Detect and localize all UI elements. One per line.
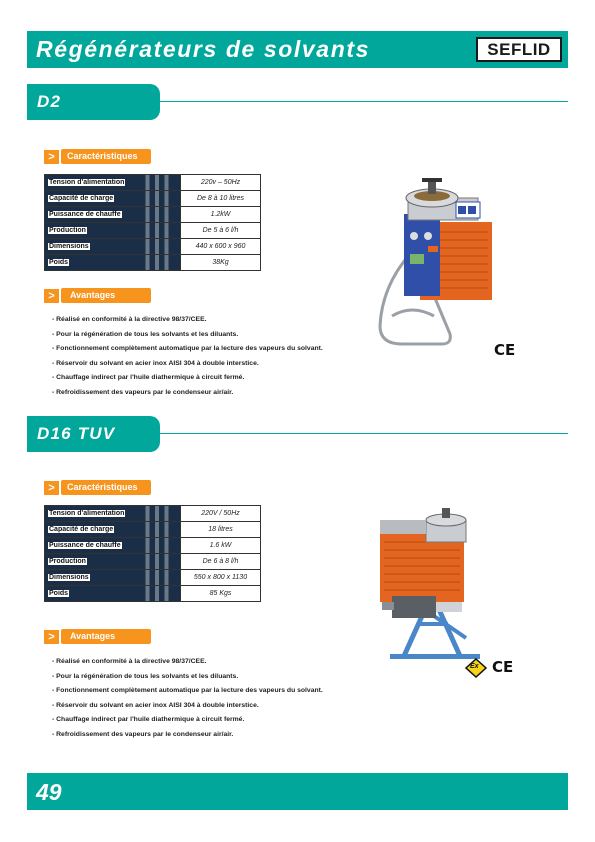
product-image-d2 [372, 176, 500, 360]
characteristics-label: Caractéristiques [61, 480, 151, 495]
list-item: - Refroidissement des vapeurs par le condenseur air/air. [52, 730, 234, 738]
table-row [45, 522, 261, 538]
spec-key: Dimensions [49, 574, 89, 581]
list-item: - Réalisé en conformité à la directive 98/37/CEE. [52, 316, 207, 323]
list-item: - Pour la régénération de tous les solvants et les diluants. [52, 672, 239, 680]
advantages-list-d2 [52, 313, 323, 400]
spec-key: Production [49, 227, 86, 234]
footer-bar [27, 773, 568, 810]
list-item: - Chauffage indirect par l'huile diathermique à circuit fermé. [52, 716, 245, 723]
spec-key: Production [49, 558, 86, 565]
spec-key: Puissance de chauffe [49, 211, 121, 218]
table-row [45, 239, 261, 255]
section-tab-d16 [27, 416, 160, 452]
spec-key: Capacité de charge [49, 526, 114, 533]
spec-table-d2 [44, 174, 261, 271]
list-item: - Réservoir du solvant en acier inox AISI 304 à double interstice. [52, 701, 259, 709]
section-title: D2 [37, 92, 62, 111]
spec-value: De 5 à 6 l/h [181, 223, 261, 239]
advantages-label: Avantages [61, 288, 151, 303]
spec-value: 550 x 800 x 1130 [181, 570, 261, 586]
list-item: - Réservoir du solvant en acier inox AISI 304 à double interstice. [52, 359, 259, 367]
spec-key: Tension d'alimentation [49, 179, 125, 186]
spec-key: Poids [49, 259, 69, 266]
spec-value: 220V / 50Hz [181, 506, 261, 522]
ce-mark-icon: CE [494, 341, 516, 359]
table-row [45, 207, 261, 223]
ce-mark-icon: CE [492, 658, 514, 676]
atex-ex-label: Ex [470, 663, 479, 670]
section-divider [160, 433, 568, 434]
spec-value: 440 x 600 x 960 [181, 239, 261, 255]
spec-value: 18 litres [181, 522, 261, 538]
section-tab-d2 [27, 84, 160, 120]
spec-key: Tension d'alimentation [49, 510, 125, 517]
spec-table-d16 [44, 505, 261, 602]
table-row [45, 586, 261, 602]
list-item: - Fonctionnement complètement automatique par la lecture des vapeurs du solvant. [52, 687, 323, 694]
brand-logo-text: SEFLID [487, 39, 551, 59]
spec-value: 1.6 kW [181, 538, 261, 554]
spec-key: Dimensions [49, 243, 89, 250]
spec-value: 220v – 50Hz [181, 175, 261, 191]
table-row [45, 554, 261, 570]
list-item: - Pour la régénération de tous les solvants et les diluants. [52, 330, 239, 338]
arrow-marker-icon: > [44, 481, 59, 495]
spec-key: Puissance de chauffe [49, 542, 121, 549]
table-row [45, 175, 261, 191]
table-row [45, 255, 261, 271]
characteristics-label: Caractéristiques [61, 149, 151, 164]
arrow-marker-icon: > [44, 630, 59, 644]
page-number: 49 [36, 779, 62, 805]
section-title: D16 TUV [37, 424, 116, 443]
spec-value: 85 Kgs [181, 586, 261, 602]
brand-logo [476, 37, 562, 62]
advantages-list-d16 [52, 655, 323, 742]
section-divider [160, 101, 568, 102]
table-row [45, 506, 261, 522]
spec-value: 1.2kW [181, 207, 261, 223]
list-item: - Fonctionnement complètement automatique par la lecture des vapeurs du solvant. [52, 345, 323, 352]
page-title: Régénérateurs de solvants [36, 36, 371, 62]
list-item: - Chauffage indirect par l'huile diathermique à circuit fermé. [52, 374, 245, 381]
table-row [45, 223, 261, 239]
product-image-d16 [374, 506, 490, 676]
spec-key: Poids [49, 590, 69, 597]
table-row [45, 538, 261, 554]
arrow-marker-icon: > [44, 289, 59, 303]
arrow-marker-icon: > [44, 150, 59, 164]
table-row [45, 191, 261, 207]
list-item: - Réalisé en conformité à la directive 98/37/CEE. [52, 658, 207, 665]
table-row [45, 570, 261, 586]
advantages-label: Avantages [61, 629, 151, 644]
spec-value: 38Kg [181, 255, 261, 271]
spec-value: De 8 à 10 litres [181, 191, 261, 207]
spec-value: De 6 à 8 l/h [181, 554, 261, 570]
spec-key: Capacité de charge [49, 195, 114, 202]
list-item: - Refroidissement des vapeurs par le condenseur air/air. [52, 388, 234, 396]
